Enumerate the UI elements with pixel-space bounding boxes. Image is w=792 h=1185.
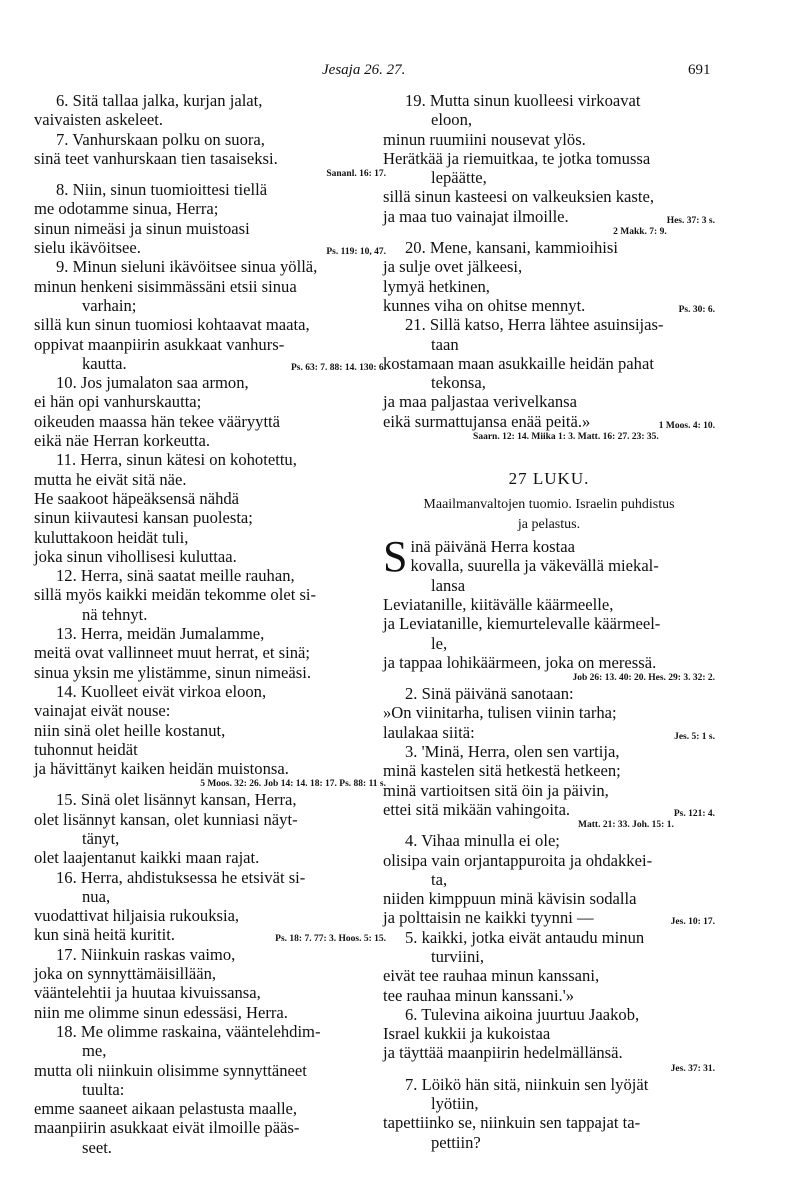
line-text: ja sulje ovet jälkeesi,	[383, 257, 523, 277]
verse-line	[383, 761, 715, 780]
line-text: nä tehnyt.	[82, 604, 148, 624]
line-text: kuluttakoon heidät tuli,	[34, 527, 189, 547]
line-text: kunnes viha on ohitse mennyt.	[383, 295, 586, 315]
line-text: ja maa paljastaa verivelkansa	[383, 392, 577, 412]
line-text: 8. Niin, sinun tuomioittesi tiellä	[56, 180, 268, 200]
line-text: 9. Minun sieluni ikävöitsee sinua yöllä,	[56, 257, 318, 277]
line-text: taan	[431, 334, 459, 354]
cross-reference: Jes. 37: 31.	[670, 1063, 715, 1074]
verse-start-line	[383, 1005, 715, 1024]
line-text: vaivaisten askeleet.	[34, 110, 164, 130]
verse-start-line	[34, 91, 386, 110]
verse-line	[34, 721, 386, 740]
verse-start-line	[383, 831, 715, 850]
verse-line	[383, 149, 715, 168]
verse-start-line	[34, 868, 386, 887]
verse-line	[34, 887, 386, 906]
verse-start-line	[34, 566, 386, 585]
verse-line	[383, 296, 715, 315]
line-text: Israel kukkii ja kukoistaa	[383, 1024, 551, 1044]
line-text: 6. Tulevina aikoina juurtuu Jaakob,	[405, 1004, 640, 1024]
line-text: 4. Vihaa minulla ei ole;	[405, 831, 560, 851]
line-text: joka sinun vihollisesi kuluttaa.	[34, 546, 237, 566]
verse-line	[34, 335, 386, 354]
line-text: 16. Herra, ahdistuksessa he etsivät si-	[56, 867, 306, 887]
line-text: niin me olimme sinun edessäsi, Herra.	[34, 1002, 288, 1022]
verse-line	[383, 1094, 715, 1113]
line-text: oikeuden maassa hän tekee vääryyttä	[34, 411, 281, 431]
chapter-26-end	[383, 91, 715, 443]
verse-line	[34, 528, 386, 547]
cross-reference: Matt. 21: 33. Joh. 15: 1.	[578, 820, 674, 831]
verse-line	[383, 851, 715, 870]
line-text: le,	[431, 633, 448, 653]
line-text: lyötiin,	[431, 1094, 479, 1114]
line-text: sinua yksin me ylistämme, sinun nimeäsi.	[34, 662, 311, 682]
verse-line	[383, 335, 715, 354]
line-text: nua,	[82, 886, 111, 906]
line-text: ettei sitä mikään vahingoita.	[383, 799, 571, 819]
verse-line	[34, 431, 386, 450]
line-text: 17. Niinkuin raskas vaimo,	[56, 944, 236, 964]
verse-line	[383, 392, 715, 411]
verse-line	[34, 1099, 386, 1118]
chapter-summary-line-1: Maailmanvaltojen tuomio. Israelin puhdistus	[423, 497, 675, 513]
verse-line	[34, 412, 386, 431]
line-text: kun sinä heitä kuritit.	[34, 925, 176, 945]
left-column	[34, 91, 386, 1157]
line-text: niin sinä olet heille kostanut,	[34, 720, 226, 740]
verse-line	[34, 1080, 386, 1099]
cross-reference: Ps. 121: 4.	[673, 808, 715, 819]
line-text: turviini,	[431, 946, 485, 966]
line-text: 14. Kuolleet eivät virkoa eloon,	[56, 681, 267, 701]
line-text: inä päivänä Herra kostaa	[410, 537, 575, 557]
verse-line	[34, 1041, 386, 1060]
line-text: maanpiirin asukkaat eivät ilmoille pääs-	[34, 1118, 300, 1138]
verse-line	[383, 870, 715, 889]
line-text: tuulta:	[82, 1079, 125, 1099]
line-text: He saakoot häpeäksensä nähdä	[34, 488, 240, 508]
line-text: eikä surmattujansa enää peitä.»	[383, 411, 591, 431]
verse-line	[34, 643, 386, 662]
line-text: 20. Mene, kansani, kammioihisi	[405, 238, 618, 258]
verse-start-line	[383, 91, 715, 110]
verse-line	[34, 605, 386, 624]
verse-start-line	[34, 1022, 386, 1041]
verse-line	[383, 653, 715, 672]
line-text: tekonsa,	[431, 373, 486, 393]
verse-line	[34, 238, 386, 257]
line-text: sinun nimeäsi ja sinun muistoasi	[34, 218, 250, 238]
verse-line	[383, 723, 715, 742]
verse-start-line	[34, 180, 386, 199]
line-text: niiden kimppuun minä kävisin sodalla	[383, 889, 637, 909]
chapter-heading: 27 LUKU.	[508, 469, 590, 489]
verse-start-line	[383, 684, 715, 703]
line-text: sielu ikävöitsee.	[34, 238, 141, 258]
verse-line	[383, 889, 715, 908]
verse-line	[34, 199, 386, 218]
verse-line	[383, 703, 715, 722]
verse-line	[383, 130, 715, 149]
line-text: meitä ovat vallinneet muut herrat, et sinä;	[34, 643, 311, 663]
line-text: lansa	[431, 575, 466, 595]
verse-line	[34, 392, 386, 411]
line-text: 19. Mutta sinun kuolleesi virkoavat	[405, 91, 641, 110]
line-text: 21. Sillä katso, Herra lähtee asuinsijas-	[405, 315, 664, 335]
verse-start-line	[383, 928, 715, 947]
verse-line	[34, 1138, 386, 1157]
line-text: kostamaan maan asukkaille heidän pahat	[383, 353, 654, 373]
line-text: vääntelehtii ja huutaa kivuissansa,	[34, 983, 261, 1003]
line-text: eloon,	[431, 110, 473, 130]
verse-line	[34, 1118, 386, 1137]
line-text: kautta.	[82, 353, 127, 373]
verse-line	[383, 354, 715, 373]
line-text: 5. kaikki, jotka eivät antaudu minun	[405, 927, 645, 947]
verse-start-line	[383, 315, 715, 334]
line-text: seet.	[82, 1137, 112, 1157]
drop-cap: S	[383, 532, 408, 582]
cross-reference: Saarn. 12: 14. Miika 1: 3. Matt. 16: 27. 23: 35.	[473, 432, 659, 443]
verse-line	[383, 373, 715, 392]
line-text: Leviatanille, kiitävälle käärmeelle,	[383, 594, 614, 614]
verse-line	[383, 110, 715, 129]
cross-reference: Ps. 30: 6.	[678, 304, 715, 315]
verse-line	[383, 556, 715, 575]
verse-line	[383, 966, 715, 985]
verse-line	[383, 257, 715, 276]
cross-reference: Hes. 37: 3 s.	[666, 215, 715, 226]
line-text: olet laajentanut kaikki maan rajat.	[34, 848, 260, 868]
verse-line	[34, 663, 386, 682]
cross-reference: Job 26: 13. 40: 20. Hes. 29: 3. 32: 2.	[572, 673, 715, 684]
line-text: ja täyttää maanpiirin hedelmällänsä.	[383, 1043, 623, 1063]
line-text: minun ruumiini nousevat ylös.	[383, 129, 586, 149]
line-text: olet lisännyt kansan, olet kunniasi näyt-	[34, 809, 298, 829]
line-text: vainajat eivät nouse:	[34, 701, 171, 721]
verse-start-line	[383, 742, 715, 761]
line-text: minun henkeni sisimmässäni etsii sinua	[34, 276, 297, 296]
line-text: varhain;	[82, 295, 137, 315]
verse-line	[383, 908, 715, 927]
verse-start-line	[34, 130, 386, 149]
verse-start-line	[34, 450, 386, 469]
line-text: Herätkää ja riemuitkaa, te jotka tomussa	[383, 148, 651, 168]
verse-line	[383, 800, 715, 819]
verse-line	[383, 412, 715, 431]
verse-line	[383, 614, 715, 633]
line-text: kovalla, suurella ja väkevällä miekal-	[410, 556, 659, 576]
verse-line	[34, 740, 386, 759]
line-text: lepäätte,	[431, 168, 487, 188]
verse-line	[34, 149, 386, 168]
verse-line	[383, 1043, 715, 1062]
verse-line	[34, 1061, 386, 1080]
line-text: pettiin?	[431, 1132, 481, 1152]
verse-line	[34, 585, 386, 604]
verse-line	[383, 537, 715, 556]
line-text: 11. Herra, sinun kätesi on kohotettu,	[56, 450, 297, 470]
line-text: ei hän opi vanhurskautta;	[34, 392, 202, 412]
verse-line	[34, 848, 386, 867]
cross-reference: Jes. 10: 17.	[670, 917, 715, 928]
line-text: me,	[82, 1041, 107, 1061]
line-text: 12. Herra, sinä saatat meille rauhan,	[56, 566, 295, 586]
verse-line	[383, 595, 715, 614]
verse-start-line	[383, 238, 715, 257]
chapter-summary-line-2: ja pelastus.	[517, 517, 581, 533]
cross-reference: 1 Moos. 4: 10.	[658, 420, 715, 431]
verse-line	[383, 576, 715, 595]
line-text: ja hävittänyt kaiken heidän muistonsa.	[34, 759, 289, 779]
line-text: 7. Löikö hän sitä, niinkuin sen lyöjät	[405, 1074, 649, 1094]
cross-reference: Sananl. 16: 17.	[326, 169, 386, 180]
cross-reference: Ps. 119: 10, 47.	[326, 247, 386, 258]
verse-line	[34, 508, 386, 527]
line-text: tapettiinko se, niinkuin sen tappajat ta-	[383, 1113, 641, 1133]
line-text: olisipa vain orjantappuroita ja ohdakkei-	[383, 850, 653, 870]
line-text: 3. 'Minä, Herra, olen sen vartija,	[405, 742, 620, 762]
verse-line	[383, 634, 715, 653]
verse-line	[34, 906, 386, 925]
verse-line	[34, 354, 386, 373]
line-text: 6. Sitä tallaa jalka, kurjan jalat,	[56, 91, 263, 110]
verse-line	[34, 110, 386, 129]
line-text: ta,	[431, 869, 448, 889]
verse-line	[383, 781, 715, 800]
line-text: 13. Herra, meidän Jumalamme,	[56, 624, 265, 644]
cross-reference: Jes. 5: 1 s.	[674, 731, 715, 742]
line-text: emme saaneet aikaan pelastusta maalle,	[34, 1099, 298, 1119]
line-text: vuodattivat hiljaisia rukouksia,	[34, 906, 240, 926]
line-text: sinä teet vanhurskaan tien tasaiseksi.	[34, 148, 278, 168]
line-text: sinun kiivautesi kansan puolesta;	[34, 508, 253, 528]
line-text: eikä näe Herran korkeutta.	[34, 431, 210, 451]
line-text: ja Leviatanille, kiemurtelevalle käärmeel-	[383, 614, 661, 634]
line-text: tuhonnut heidät	[34, 739, 138, 759]
line-text: 18. Me olimme raskaina, vääntelehdim-	[56, 1021, 321, 1041]
line-text: minä kastelen sitä hetkestä hetkeen;	[383, 761, 621, 781]
line-text: 2. Sinä päivänä sanotaan:	[405, 684, 574, 704]
verse-line	[34, 489, 386, 508]
line-text: oppivat maanpiirin asukkaat vanhurs-	[34, 334, 285, 354]
line-text: sillä kun sinun tuomiosi kohtaavat maata,	[34, 315, 310, 335]
verse-line	[383, 1024, 715, 1043]
cross-reference: Ps. 18: 7. 77: 3. Hoos. 5: 15.	[275, 934, 386, 945]
line-text: minä vartioitsen sitä öin ja päivin,	[383, 780, 609, 800]
verse-line	[34, 219, 386, 238]
verse-line	[34, 829, 386, 848]
verse-start-line	[383, 1075, 715, 1094]
line-text: me odotamme sinua, Herra;	[34, 199, 219, 219]
line-text: »On viinitarha, tulisen viinin tarha;	[383, 703, 617, 723]
verse-line	[34, 964, 386, 983]
line-text: 7. Vanhurskaan polku on suora,	[56, 129, 265, 149]
verse-line	[383, 187, 715, 206]
verse-line	[383, 207, 715, 226]
cross-reference: Ps. 63: 7. 88: 14. 130: 6.	[291, 362, 386, 373]
running-title: Jesaja 26. 27.	[322, 62, 406, 78]
verse-line	[383, 168, 715, 187]
verse-start-line	[34, 790, 386, 809]
line-text: lymyä hetkinen,	[383, 276, 490, 296]
verse-line	[383, 947, 715, 966]
chapter-27-text	[383, 532, 715, 1152]
line-text: ja polttaisin ne kaikki tyynni —	[383, 908, 594, 928]
verse-line	[383, 1113, 715, 1132]
verse-line	[34, 547, 386, 566]
line-text: mutta he eivät sitä näe.	[34, 469, 187, 489]
cross-reference: 2 Makk. 7: 9.	[613, 227, 667, 238]
cross-reference: 5 Moos. 32: 26. Job 14: 14. 18: 17. Ps. 88: 11 s.	[200, 779, 386, 790]
verse-line	[34, 983, 386, 1002]
line-text: 10. Jos jumalaton saa armon,	[56, 373, 249, 393]
verse-line	[34, 810, 386, 829]
verse-line	[383, 986, 715, 1005]
right-column	[383, 91, 715, 1152]
line-text: sillä sinun kasteesi on valkeuksien kaste,	[383, 187, 654, 207]
line-text: laulakaa siitä:	[383, 722, 475, 742]
verse-line	[34, 470, 386, 489]
line-text: sillä myös kaikki meidän tekomme olet si-	[34, 585, 317, 605]
verse-line	[34, 1003, 386, 1022]
verse-line	[34, 296, 386, 315]
verse-line	[34, 701, 386, 720]
verse-line	[34, 759, 386, 778]
line-text: ja tappaa lohikäärmeen, joka on meressä.	[383, 652, 657, 672]
line-text: eivät tee rauhaa minun kanssani,	[383, 966, 600, 986]
verse-start-line	[34, 624, 386, 643]
verse-line	[34, 925, 386, 944]
page-number: 691	[688, 62, 711, 78]
page-header	[0, 62, 792, 82]
verse-line	[34, 277, 386, 296]
line-text: ja maa tuo vainajat ilmoille.	[383, 206, 569, 226]
line-text: mutta oli niinkuin olisimme synnyttäneet	[34, 1060, 307, 1080]
line-text: 15. Sinä olet lisännyt kansan, Herra,	[56, 790, 297, 810]
verse-line	[383, 277, 715, 296]
verse-line	[383, 1133, 715, 1152]
verse-line	[34, 315, 386, 334]
line-text: tänyt,	[82, 828, 120, 848]
line-text: joka on synnyttämäisillään,	[34, 964, 217, 984]
verse-start-line	[34, 682, 386, 701]
line-text: tee rauhaa minun kanssani.'»	[383, 985, 574, 1005]
